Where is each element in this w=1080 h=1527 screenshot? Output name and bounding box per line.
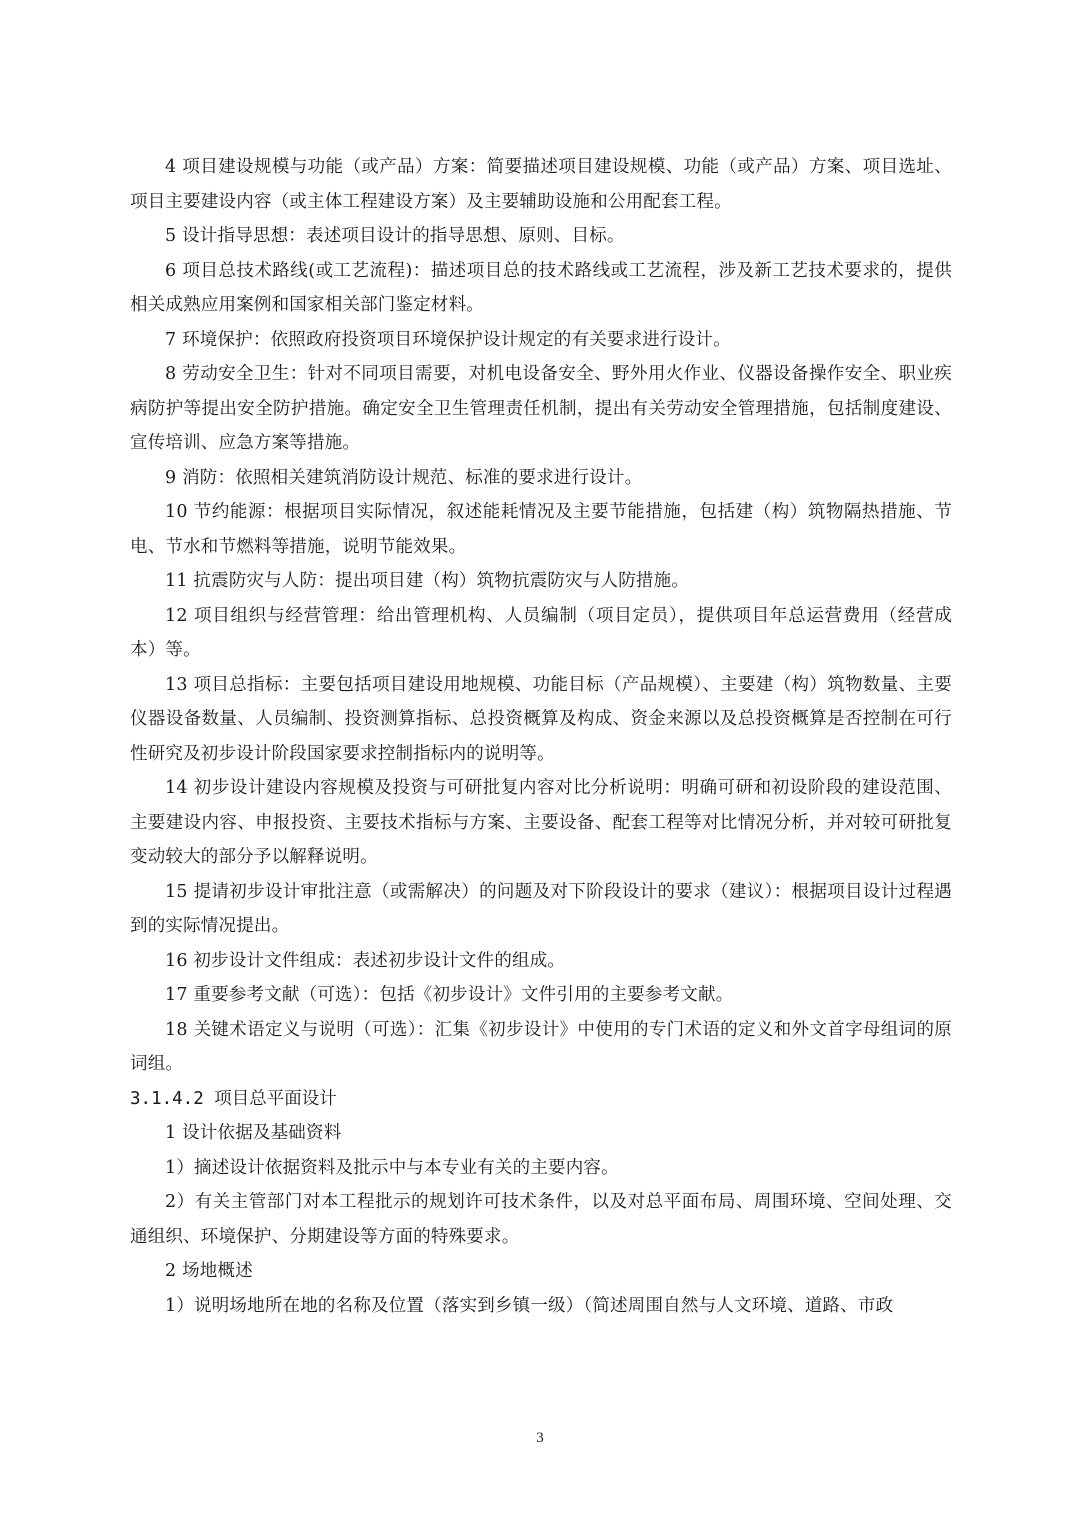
paragraph-item-5: 5 设计指导思想：表述项目设计的指导思想、原则、目标。 bbox=[165, 226, 625, 246]
paragraph-item-4: 4 项目建设规模与功能（或产品）方案：简要描述项目建设规模、功能（或产品）方案、项目选址、项目主要建设内容（或主体工程建设方案）及主要辅助设施和公用配套工程。 bbox=[130, 157, 952, 212]
paragraph-item-9: 9 消防：依照相关建筑消防设计规范、标准的要求进行设计。 bbox=[165, 467, 643, 488]
subsection-item: 1）摘述设计依据资料及批示中与本专业有关的主要内容。 bbox=[165, 1157, 619, 1178]
paragraph-item-8: 8 劳动安全卫生：针对不同项目需要，对机电设备安全、野外用火作业、仪器设备操作安全、职业疾病防护等提出安全防护措施。确定安全卫生管理责任机制，提出有关劳动安全管理措施，包括制度建设、宣传培训、应急方案等措施。 bbox=[130, 364, 952, 453]
paragraph-item-13: 13 项目总指标：主要包括项目建设用地规模、功能目标（产品规模）、主要建（构）筑物数量、主要仪器设备数量、人员编制、投资测算指标、总投资概算及构成、资金来源以及总投资概算是否控制在可行性研究及初步设计阶段国家要求控制指标内的说明等。 bbox=[130, 674, 952, 764]
paragraph-item-16: 16 初步设计文件组成：表述初步设计文件的组成。 bbox=[165, 950, 566, 971]
paragraph-item-18: 18 关键术语定义与说明（可选）：汇集《初步设计》中使用的专门术语的定义和外文首字母组词的原词组。 bbox=[130, 1019, 952, 1074]
paragraph-item-17: 17 重要参考文献（可选）：包括《初步设计》文件引用的主要参考文献。 bbox=[165, 985, 734, 1005]
subsection-title-design-basis: 1 设计依据及基础资料 bbox=[165, 1123, 342, 1143]
paragraph-item-14: 14 初步设计建设内容规模及投资与可研批复内容对比分析说明：明确可研和初设阶段的建设范围、主要建设内容、申报投资、主要技术指标与方案、主要设备、配套工程等对比情况分析，并对较可研批复变动较大的部分予以解释说明。 bbox=[130, 778, 952, 867]
paragraph-item-7: 7 环境保护：依照政府投资项目环境保护设计规定的有关要求进行设计。 bbox=[165, 329, 731, 350]
section-heading: 3.1.4.2 项目总平面设计 bbox=[130, 1088, 337, 1109]
paragraph-item-12: 12 项目组织与经营管理：给出管理机构、人员编制（项目定员），提供项目年总运营费用（经营成本）等。 bbox=[130, 605, 952, 660]
subsection-item: 2）有关主管部门对本工程批示的规划许可技术条件，以及对总平面布局、周围环境、空间处理、交通组织、环境保护、分期建设等方面的特殊要求。 bbox=[130, 1192, 952, 1247]
page-body bbox=[130, 150, 952, 1323]
paragraph-item-10: 10 节约能源：根据项目实际情况，叙述能耗情况及主要节能措施，包括建（构）筑物隔热措施、节电、节水和节燃料等措施，说明节能效果。 bbox=[130, 502, 952, 557]
page-number: 3 bbox=[536, 1430, 544, 1446]
subsection-title-site-overview: 2 场地概述 bbox=[165, 1261, 253, 1281]
paragraph-item-15: 15 提请初步设计审批注意（或需解决）的问题及对下阶段设计的要求（建议）：根据项目设计过程遇到的实际情况提出。 bbox=[130, 881, 952, 936]
subsection-item: 1）说明场地所在地的名称及位置（落实到乡镇一级）（简述周围自然与人文环境、道路、市政 bbox=[165, 1295, 894, 1316]
paragraph-item-6: 6 项目总技术路线(或工艺流程)：描述项目总的技术路线或工艺流程，涉及新工艺技术要求的，提供相关成熟应用案例和国家相关部门鉴定材料。 bbox=[130, 260, 952, 315]
paragraph-item-11: 11 抗震防灾与人防：提出项目建（构）筑物抗震防灾与人防措施。 bbox=[165, 571, 690, 591]
